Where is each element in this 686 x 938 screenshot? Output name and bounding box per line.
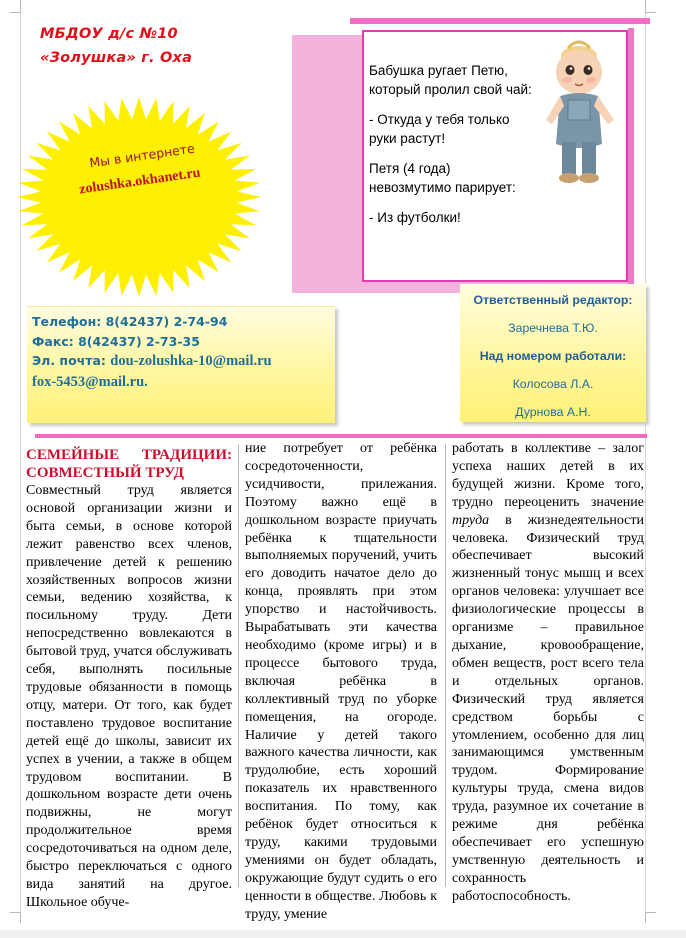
column-separator-1 <box>238 444 239 887</box>
article-column-2: ние потребует от ребёнка сосредоточенности, усидчивости, прилежания. Поэтому важно ещё в дошкольном возрасте приучать ребёнка к тщательности выполняемых поручений, учить его доводить начатое дело до конца, проявлять при этом упорство и настойчивость. Вырабатывать эти качества необходимо (кроме игры) и в процессе бытового труда, включая ребёнка в коллективный труд по уборке помещения, на огороде. Наличие у детей такого важного качества личности, как трудолюбие, есть хороший показатель их нравственного воспитания. По тому, как ребёнок будет относиться к труду, какими трудовыми умениями он будет обладать, окружающие будут судить о его ценности в обществе. Любовь к труду, умение <box>245 441 437 922</box>
website-link[interactable]: zolushka.okhanet.ru <box>78 165 202 198</box>
joke-para-3: Петя (4 года) невозмутимо парирует: <box>369 161 516 195</box>
joke-para-4: - Из футболки! <box>369 210 461 225</box>
article-column-3 <box>452 440 644 906</box>
fax-line: Факс: 8(42437) 2-73-35 <box>32 333 200 349</box>
email-link-2[interactable]: fox-5453@mail.ru. <box>32 373 148 390</box>
column-3-text-b: в жизнедеятельности человека. Физический труд обеспечивает высокий жизненный тонус мышц и всех органов человека: улучшает все физиологические процессы в организме – правильное дыхание, кровообращение, обмен веществ, рост всего тела и отдельных органов. Физический труд является средством борьбы с утомлением, особенно для лиц занимающимся умственным трудом. Формирование культуры труда, смена видов труда, разумное их сочетание в режиме дня ребёнка обеспечивает его успешную умственную деятельность и сохранность работоспособность. <box>452 512 644 904</box>
phone-line: Телефон: 8(42437) 2-74-94 <box>32 314 228 329</box>
article-column-1 <box>26 446 232 912</box>
joke-text <box>369 61 534 238</box>
contributor-name-2: Дурнова А.Н. <box>515 405 591 419</box>
crop-mark-bottom-right <box>645 912 656 923</box>
contributors-title: Над номером работали: <box>479 349 627 363</box>
email-link-1[interactable]: dou-zolushka-10@mail.ru <box>110 353 272 369</box>
column-separator-2 <box>445 444 446 887</box>
joke-top-bar <box>350 18 650 24</box>
title-line-2: «Золушка» г. Оха <box>40 50 193 66</box>
editor-box <box>460 284 646 422</box>
email-label: Эл. почта: <box>32 353 106 368</box>
crop-mark-top-right <box>645 0 656 13</box>
joke-para-2: - Откуда у тебя только руки растут! <box>369 112 510 146</box>
newsletter-title <box>40 22 280 70</box>
column-3-emphasis: труда <box>452 512 490 528</box>
column-1-text: Совместный труд является основой организации жизни и быта семьи, в основе которой лежит равенство всех членов, привлечение детей к решению хозяйственных вопросов жизни семьи, ведению хозяйства, к посильному труду. Дети непосредственно вовлекаются в бытовой труд, учатся обслуживать себя, выполнять посильные трудовые обязанности в помощь отцу, матери. От того, как будет поставлено трудовое воспитание детей ещё до школы, зависит их успех в учении, а также в общем трудовом воспитании. В дошкольном возрасте дети очень подвижны, не могут продолжительное время сосредоточиваться на одном деле, быстро переключаться с одного вида занятий на другое. Школьное обуче- <box>26 483 232 910</box>
email-line-2 <box>32 372 332 393</box>
responsible-editor-name: Заречнева Т.Ю. <box>508 321 598 335</box>
joke-para-1: Бабушка ругает Петю, который пролил свой чай: <box>369 63 532 97</box>
pink-divider <box>35 434 647 438</box>
contributor-name-1: Колосова Л.А. <box>512 377 594 391</box>
responsible-editor-title: Ответственный редактор: <box>473 293 633 307</box>
editor-bottom-strip <box>0 930 686 938</box>
contact-info <box>32 312 332 392</box>
crop-mark-bottom-left <box>10 912 21 923</box>
page-edge-right <box>645 12 646 912</box>
baby-doll-illustration <box>538 34 620 186</box>
internet-caption: Мы в интернете <box>88 140 196 171</box>
article-heading: СЕМЕЙНЫЕ ТРАДИЦИИ: СОВМЕСТНЫЙ ТРУД <box>26 447 232 481</box>
title-line-1: МБДОУ д/с №10 <box>40 26 178 42</box>
column-3-text-a: работать в коллективе – залог успеха наших детей в их будущей жизни. Кроме того, трудно переоценить значение <box>452 441 644 510</box>
email-line <box>32 351 332 372</box>
